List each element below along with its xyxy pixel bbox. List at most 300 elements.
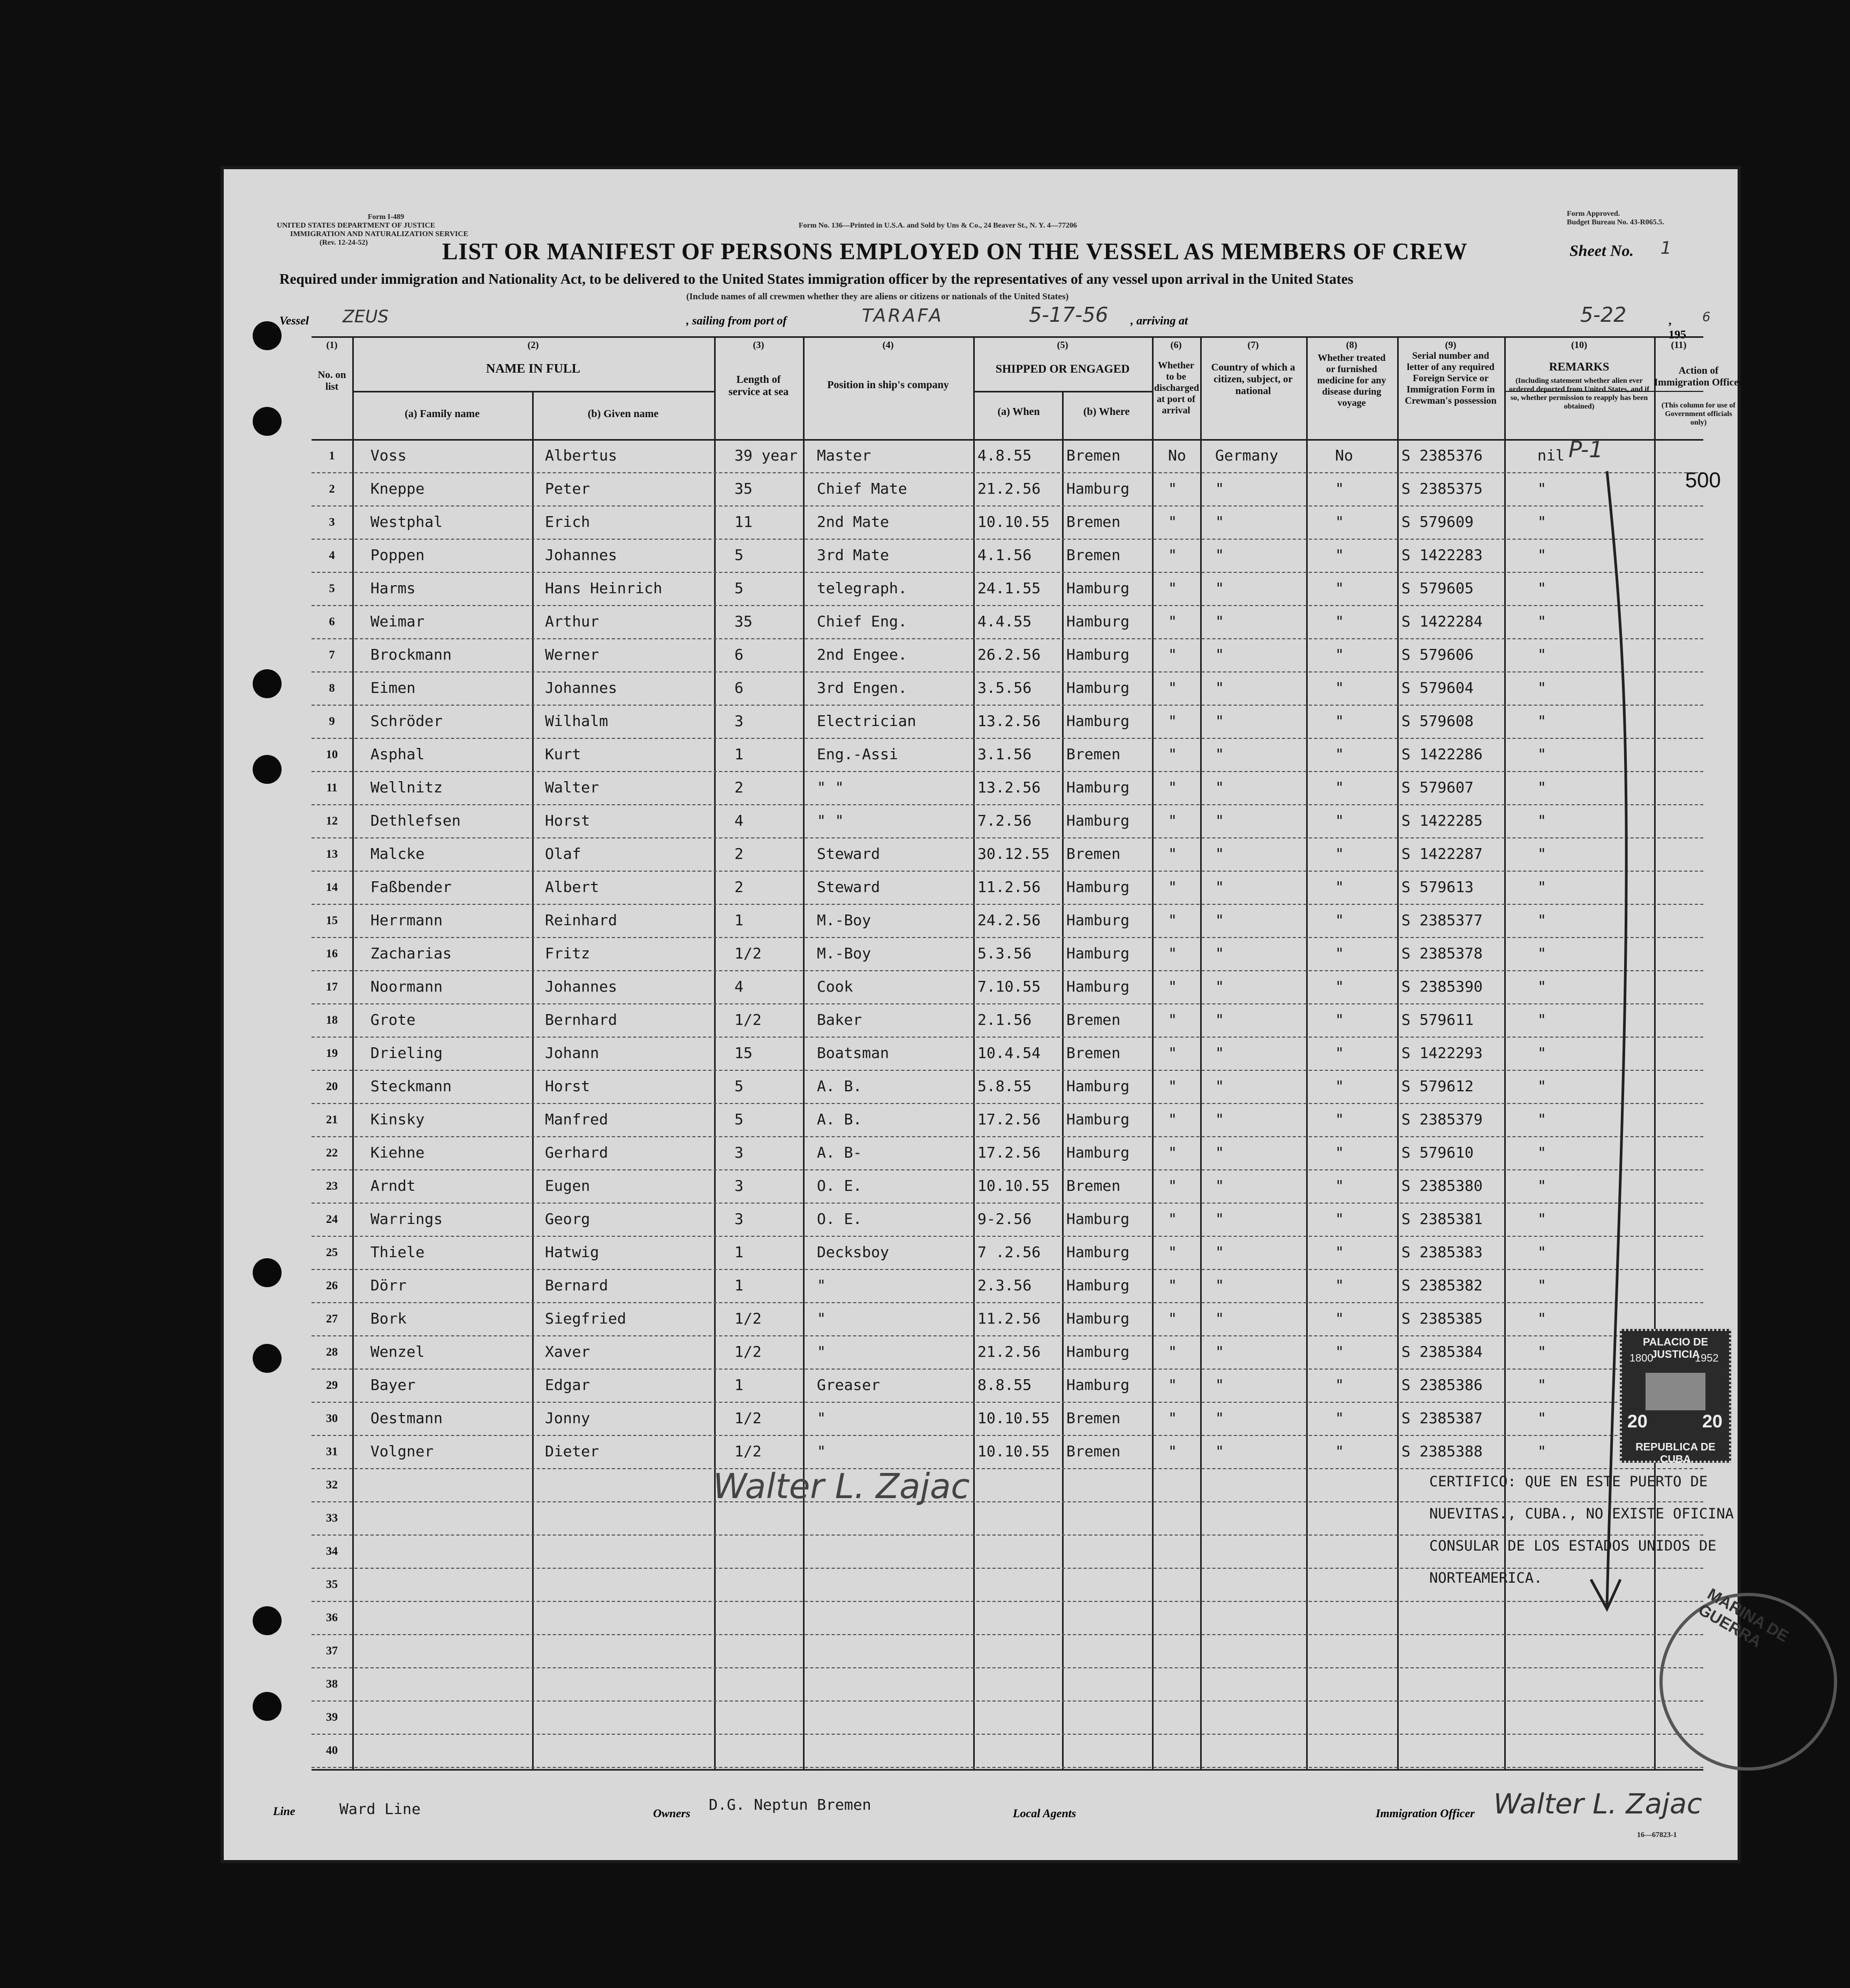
certificate-line1: CERTIFICO: QUE EN ESTE PUERTO DE (1429, 1473, 1708, 1490)
cell-length: 2 (734, 778, 744, 796)
footer-officer-label: Immigration Officer (1376, 1806, 1475, 1820)
cell-given: Xaver (545, 1343, 590, 1360)
cell-family: Zacharias (370, 944, 452, 962)
cell-position: " (817, 1442, 826, 1460)
cell-family: Bork (370, 1310, 407, 1327)
cell-serial: S 2385376 (1401, 447, 1483, 464)
cell-remarks: " (1537, 480, 1546, 497)
cell-length: 5 (734, 579, 744, 597)
cell-given: Reinhard (545, 911, 617, 929)
table-row (312, 1302, 1703, 1335)
cell-when: 13.2.56 (977, 712, 1041, 730)
cell-treated: " (1335, 1276, 1344, 1294)
cell-position: " (817, 1343, 826, 1360)
col11-number: (11) (1671, 339, 1687, 350)
table-row (312, 1037, 1703, 1070)
cell-treated: No (1335, 447, 1353, 464)
cell-position: Greaser (817, 1376, 881, 1394)
row-number: 11 (326, 781, 338, 794)
row-rule (312, 1767, 1703, 1768)
cell-discharge: " (1168, 679, 1177, 697)
cell-where: Hamburg (1066, 778, 1130, 796)
cell-family: Eimen (370, 679, 416, 697)
cell-length: 15 (734, 1044, 753, 1062)
cell-where: Bremen (1066, 1409, 1121, 1427)
cell-length: 3 (734, 1177, 744, 1195)
revision: (Rev. 12-24-52) (320, 239, 368, 247)
footer-code: 16—67823-1 (1637, 1831, 1677, 1839)
row-number: 40 (326, 1743, 338, 1757)
cell-treated: " (1335, 878, 1344, 896)
cell-country: " (1215, 1276, 1224, 1294)
col11-note: (This column for use of Government officials only) (1661, 402, 1736, 427)
row-number: 23 (326, 1179, 338, 1192)
col7-header: Country of which a citizen, subject, or national (1211, 362, 1295, 397)
cell-remarks: " (1537, 1442, 1546, 1460)
cell-given: Werner (545, 646, 600, 663)
cell-when: 11.2.56 (977, 1310, 1041, 1327)
cell-discharge: " (1168, 480, 1177, 497)
table-row (312, 539, 1703, 572)
cell-given: Peter (545, 480, 590, 497)
cell-discharge: " (1168, 1144, 1177, 1161)
cell-family: Dörr (370, 1276, 407, 1294)
row-number: 3 (329, 515, 335, 528)
stamp-building-icon (1646, 1373, 1705, 1410)
page-title: LIST OR MANIFEST OF PERSONS EMPLOYED ON THE VESSEL AS MEMBERS OF CREW (442, 238, 1468, 264)
cell-when: 7.2.56 (977, 812, 1032, 829)
cell-when: 7.10.55 (977, 978, 1041, 995)
cell-length: 1 (734, 1376, 744, 1394)
cell-family: Brockmann (370, 646, 452, 663)
cell-when: 30.12.55 (977, 845, 1050, 863)
cell-position: Baker (817, 1011, 862, 1029)
official-seal (1659, 1585, 1837, 1771)
cell-position: telegraph. (817, 579, 907, 597)
cell-family: Westphal (370, 513, 443, 531)
cell-remarks: " (1537, 513, 1546, 531)
vessel-label: Vessel (279, 314, 309, 327)
row-number: 19 (326, 1046, 338, 1060)
cell-treated: " (1335, 1343, 1344, 1360)
table-row (312, 970, 1703, 1003)
cell-family: Kneppe (370, 480, 425, 497)
cell-position: " (817, 1310, 826, 1327)
cell-remarks: " (1537, 878, 1546, 896)
cell-serial: S 2385380 (1401, 1177, 1483, 1195)
col9-header: Serial number and letter of any required Foreign Service or Immigration Form in Crewman's possession (1405, 350, 1497, 406)
table-row (312, 1236, 1703, 1269)
cell-length: 2 (734, 845, 744, 863)
table-signature: Walter L. Zajac (713, 1467, 970, 1507)
include-note: (Include names of all crewmen whether they are aliens or citizens or nationals of the United States) (686, 291, 1069, 301)
col6-header: Whether to be discharged at port of arrival (1154, 360, 1200, 415)
row-number: 36 (326, 1611, 338, 1624)
cell-length: 6 (734, 646, 744, 663)
cell-discharge: " (1168, 878, 1177, 896)
cell-length: 11 (734, 513, 753, 531)
cell-serial: S 579605 (1401, 579, 1474, 597)
cell-serial: S 2385383 (1401, 1243, 1483, 1261)
cell-length: 1/2 (734, 1343, 762, 1360)
cell-family: Noormann (370, 978, 443, 995)
stamp-bottom-text: REPUBLICA DE CUBA (1635, 1441, 1716, 1465)
row-number: 15 (326, 913, 338, 927)
footer-line-value: Ward Line (339, 1800, 421, 1818)
cell-country: " (1215, 1044, 1224, 1062)
row-number: 35 (326, 1577, 338, 1591)
cell-family: Thiele (370, 1243, 425, 1261)
row-number: 24 (326, 1212, 338, 1226)
cell-length: 1/2 (734, 1310, 762, 1327)
cell-when: 24.1.55 (977, 579, 1041, 597)
cell-country: Germany (1215, 447, 1279, 464)
punch-hole (253, 1258, 282, 1287)
cell-serial: S 2385390 (1401, 978, 1483, 995)
cell-country: " (1215, 1343, 1224, 1360)
cell-given: Manfred (545, 1110, 609, 1128)
footer-rule (312, 1769, 1703, 1771)
cell-where: Hamburg (1066, 1276, 1130, 1294)
row-number: 14 (326, 880, 338, 894)
punch-hole (253, 1344, 282, 1373)
cell-length: 1/2 (734, 1442, 762, 1460)
cell-given: Johannes (545, 679, 617, 697)
cell-discharge: " (1168, 1011, 1177, 1029)
cell-remarks: " (1537, 1110, 1546, 1128)
sailing-label: , sailing from port of (686, 314, 787, 327)
cell-remarks: " (1537, 613, 1546, 630)
cell-treated: " (1335, 1376, 1344, 1394)
row-number: 27 (326, 1312, 338, 1325)
cell-remarks: " (1537, 1011, 1546, 1029)
officer-mark: P-1 (1568, 436, 1603, 463)
row-number: 21 (326, 1113, 338, 1126)
cell-family: Wenzel (370, 1343, 425, 1360)
table-row (312, 1734, 1703, 1767)
service: IMMIGRATION AND NATURALIZATION SERVICE (290, 230, 468, 238)
punch-hole (253, 669, 282, 698)
table-row (312, 771, 1703, 804)
cell-treated: " (1335, 1110, 1344, 1128)
cell-country: " (1215, 1110, 1224, 1128)
cell-where: Bremen (1066, 745, 1121, 763)
row-number: 12 (326, 814, 338, 827)
cell-serial: S 2385379 (1401, 1110, 1483, 1128)
cell-family: Schröder (370, 712, 443, 730)
sub-header-rule (352, 391, 714, 392)
col1-header: No. on list (317, 369, 346, 392)
table-row (312, 1203, 1703, 1236)
cell-given: Kurt (545, 745, 581, 763)
cell-when: 9-2.56 (977, 1210, 1032, 1228)
cell-treated: " (1335, 1243, 1344, 1261)
cell-position: 3rd Engen. (817, 679, 907, 697)
cell-discharge: " (1168, 1243, 1177, 1261)
cell-where: Bremen (1066, 845, 1121, 863)
cell-discharge: " (1168, 546, 1177, 564)
cell-discharge: " (1168, 1310, 1177, 1327)
col3-header: Length of service at sea (728, 374, 789, 398)
cell-remarks: " (1537, 1276, 1546, 1294)
cell-where: Hamburg (1066, 1110, 1130, 1128)
cell-family: Oestmann (370, 1409, 443, 1427)
punch-hole (253, 755, 282, 784)
row-number: 22 (326, 1146, 338, 1159)
cell-where: Hamburg (1066, 944, 1130, 962)
table-row (312, 904, 1703, 937)
table-row (312, 439, 1703, 472)
cell-where: Hamburg (1066, 613, 1130, 630)
cell-where: Hamburg (1066, 911, 1130, 929)
cell-remarks: " (1537, 1044, 1546, 1062)
col2-header: NAME IN FULL (486, 362, 580, 376)
count-annotation: 500 (1685, 468, 1721, 492)
cell-where: Hamburg (1066, 812, 1130, 829)
cell-remarks: " (1537, 978, 1546, 995)
cell-when: 8.8.55 (977, 1376, 1032, 1394)
cell-country: " (1215, 944, 1224, 962)
table-row (312, 1402, 1703, 1435)
cell-when: 4.8.55 (977, 447, 1032, 464)
agency: UNITED STATES DEPARTMENT OF JUSTICE (277, 222, 435, 230)
footer-agents-label: Local Agents (1013, 1806, 1076, 1820)
cell-serial: S 579606 (1401, 646, 1474, 663)
cell-given: Albertus (545, 447, 617, 464)
cell-given: Jonny (545, 1409, 590, 1427)
cell-family: Kinsky (370, 1110, 425, 1128)
cell-length: 1/2 (734, 1409, 762, 1427)
cell-treated: " (1335, 1210, 1344, 1228)
cell-discharge: No (1168, 447, 1186, 464)
row-number: 30 (326, 1411, 338, 1425)
row-number: 2 (329, 482, 335, 495)
table-row (312, 1169, 1703, 1203)
cell-remarks: " (1537, 1177, 1546, 1195)
table-top-rule (312, 336, 1703, 338)
col10-header: REMARKS (1549, 360, 1610, 373)
cell-serial: S 579613 (1401, 878, 1474, 896)
cell-treated: " (1335, 546, 1344, 564)
cell-discharge: " (1168, 1077, 1177, 1095)
cell-country: " (1215, 1376, 1224, 1394)
cell-given: Hatwig (545, 1243, 600, 1261)
sail-date: 5-17-56 (1029, 303, 1109, 327)
cell-country: " (1215, 812, 1224, 829)
cell-country: " (1215, 712, 1224, 730)
table-row (312, 1003, 1703, 1037)
cell-length: 1/2 (734, 944, 762, 962)
cell-where: Bremen (1066, 447, 1121, 464)
cell-position: " (817, 1409, 826, 1427)
cell-remarks: " (1537, 1343, 1546, 1360)
cell-family: Drieling (370, 1044, 443, 1062)
form-id: Form I-489 (368, 213, 405, 221)
cell-when: 10.10.55 (977, 1177, 1050, 1195)
cell-family: Asphal (370, 745, 425, 763)
cell-serial: S 1422283 (1401, 546, 1483, 564)
col9-number: (9) (1445, 339, 1457, 350)
cell-country: " (1215, 613, 1224, 630)
cell-remarks: " (1537, 579, 1546, 597)
cell-given: Erich (545, 513, 590, 531)
cell-when: 21.2.56 (977, 1343, 1041, 1360)
cell-family: Kiehne (370, 1144, 425, 1161)
cell-given: Edgar (545, 1376, 590, 1394)
arrive-date: 5-22 (1580, 303, 1627, 327)
cell-country: " (1215, 1310, 1224, 1327)
cell-treated: " (1335, 1044, 1344, 1062)
cell-serial: S 579610 (1401, 1144, 1474, 1161)
cell-position: 3rd Mate (817, 546, 889, 564)
cell-family: Malcke (370, 845, 425, 863)
cell-where: Hamburg (1066, 679, 1130, 697)
table-row (312, 1667, 1703, 1700)
cell-length: 1 (734, 911, 744, 929)
table-row (312, 804, 1703, 837)
cell-remarks: " (1537, 679, 1546, 697)
cell-length: 4 (734, 978, 744, 995)
cell-where: Bremen (1066, 546, 1121, 564)
cell-when: 7 .2.56 (977, 1243, 1041, 1261)
cell-country: " (1215, 480, 1224, 497)
cell-position: A. B. (817, 1077, 862, 1095)
cell-treated: " (1335, 845, 1344, 863)
footer-line-label: Line (273, 1804, 295, 1818)
cell-family: Arndt (370, 1177, 416, 1195)
cell-where: Bremen (1066, 1011, 1121, 1029)
row-number: 33 (326, 1511, 338, 1524)
table-row (312, 738, 1703, 771)
col10-number: (10) (1571, 339, 1587, 350)
table-row (312, 1269, 1703, 1302)
cell-when: 11.2.56 (977, 878, 1041, 896)
cell-position: Electrician (817, 712, 916, 730)
cell-treated: " (1335, 812, 1344, 829)
cell-remarks: " (1537, 546, 1546, 564)
printer-note: Form No. 136—Printed in U.S.A. and Sold by Uns & Co., 24 Beaver St., N. Y. 4—77206 (799, 222, 1077, 230)
cell-family: Herrmann (370, 911, 443, 929)
cell-country: " (1215, 1011, 1224, 1029)
col2b-header: (b) Given name (587, 408, 659, 420)
punch-hole (253, 1606, 282, 1635)
cell-position: Steward (817, 878, 881, 896)
cell-position: M.-Boy (817, 911, 871, 929)
cell-discharge: " (1168, 613, 1177, 630)
col1-number: (1) (326, 339, 338, 350)
cell-serial: S 1422287 (1401, 845, 1483, 863)
footer-owners-value: D.G. Neptun Bremen (709, 1796, 871, 1813)
cell-length: 1/2 (734, 1011, 762, 1029)
cell-where: Bremen (1066, 1177, 1121, 1195)
footer-owners-label: Owners (653, 1806, 691, 1820)
cell-serial: S 1422285 (1401, 812, 1483, 829)
cell-country: " (1215, 978, 1224, 995)
cell-where: Hamburg (1066, 878, 1130, 896)
cell-position: M.-Boy (817, 944, 871, 962)
cell-country: " (1215, 1243, 1224, 1261)
cell-family: Bayer (370, 1376, 416, 1394)
certificate-line4: NORTEAMERICA. (1429, 1570, 1543, 1586)
cell-where: Hamburg (1066, 1376, 1130, 1394)
row-number: 28 (326, 1345, 338, 1358)
cell-where: Hamburg (1066, 1243, 1130, 1261)
cell-position: Chief Mate (817, 480, 907, 497)
col6-number: (6) (1170, 339, 1182, 350)
certificate-line2: NUEVITAS., CUBA., NO EXISTE OFICINA (1429, 1506, 1734, 1522)
cell-treated: " (1335, 613, 1344, 630)
cell-country: " (1215, 1409, 1224, 1427)
cell-where: Hamburg (1066, 579, 1130, 597)
cell-when: 13.2.56 (977, 778, 1041, 796)
col11-header: Action of Immigration Officer (1654, 365, 1743, 388)
col5-number: (5) (1057, 339, 1068, 350)
cell-country: " (1215, 845, 1224, 863)
cell-position: A. B. (817, 1110, 862, 1128)
cell-given: Johannes (545, 546, 617, 564)
cell-length: 35 (734, 480, 753, 497)
subtitle: Required under immigration and Nationality Act, to be delivered to the United States immigration officer by the representatives of any vessel upon arrival in the United States (279, 271, 1354, 287)
cell-remarks: " (1537, 944, 1546, 962)
row-number: 34 (326, 1544, 338, 1558)
cell-when: 5.8.55 (977, 1077, 1032, 1095)
cell-length: 1 (734, 1276, 744, 1294)
cell-country: " (1215, 646, 1224, 663)
cell-discharge: " (1168, 778, 1177, 796)
cell-given: Olaf (545, 845, 581, 863)
cell-discharge: " (1168, 812, 1177, 829)
col5b-header: (b) Where (1083, 406, 1130, 418)
row-number: 1 (329, 449, 335, 462)
cell-when: 24.2.56 (977, 911, 1041, 929)
cell-country: " (1215, 579, 1224, 597)
cell-serial: S 2385377 (1401, 911, 1483, 929)
cell-given: Johann (545, 1044, 600, 1062)
cell-position: O. E. (817, 1177, 862, 1195)
cell-family: Weimar (370, 613, 425, 630)
cell-country: " (1215, 1210, 1224, 1228)
cell-serial: S 579611 (1401, 1011, 1474, 1029)
cell-length: 3 (734, 712, 744, 730)
port-name: TARAFA (862, 305, 944, 327)
cell-position: " " (817, 778, 844, 796)
budget-bureau: Budget Bureau No. 43-R065.5. (1567, 218, 1664, 226)
cell-serial: S 579612 (1401, 1077, 1474, 1095)
cell-length: 4 (734, 812, 744, 829)
cell-where: Hamburg (1066, 978, 1130, 995)
cell-position: Chief Eng. (817, 613, 907, 630)
cell-when: 17.2.56 (977, 1110, 1041, 1128)
cell-given: Siegfried (545, 1310, 626, 1327)
cell-when: 10.4.54 (977, 1044, 1041, 1062)
cell-remarks: nil (1537, 447, 1565, 464)
cell-discharge: " (1168, 712, 1177, 730)
cell-length: 5 (734, 1077, 744, 1095)
cell-when: 2.1.56 (977, 1011, 1032, 1029)
table-row (312, 605, 1703, 638)
cell-given: Dieter (545, 1442, 600, 1460)
cell-discharge: " (1168, 1442, 1177, 1460)
row-number: 8 (329, 681, 335, 694)
cell-family: Dethlefsen (370, 812, 461, 829)
cell-serial: S 2385385 (1401, 1310, 1483, 1327)
col2-number: (2) (527, 339, 539, 350)
cell-treated: " (1335, 480, 1344, 497)
row-number: 31 (326, 1445, 338, 1458)
cell-length: 39 year (734, 447, 798, 464)
cell-when: 4.4.55 (977, 613, 1032, 630)
cell-discharge: " (1168, 1177, 1177, 1195)
